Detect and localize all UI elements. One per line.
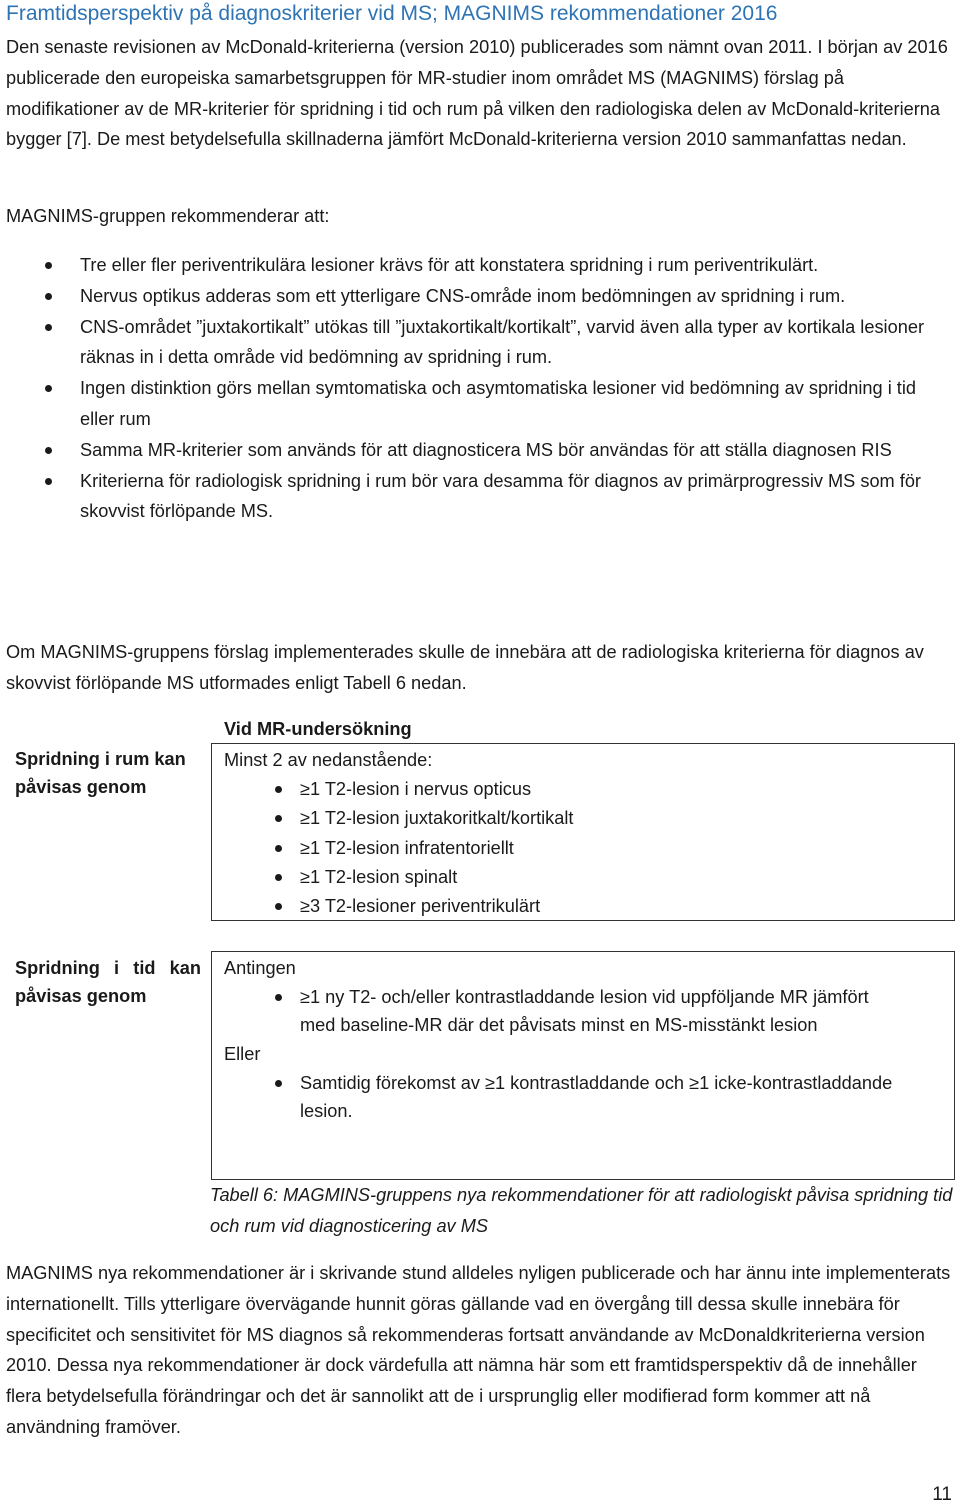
- section-heading: Framtidsperspektiv på diagnoskriterier vid MS; MAGNIMS rekommendationer 2016: [6, 2, 778, 25]
- recommendation-item: Samma MR-kriterier som används för att diagnosticera MS bör användas för att ställa diagnosen RIS: [0, 435, 940, 466]
- recommendation-lead: MAGNIMS-gruppen rekommenderar att:: [6, 206, 330, 226]
- recommendation-item: Tre eller fler periventrikulära lesioner krävs för att konstatera spridning i rum periventrikulärt.: [0, 250, 940, 281]
- row-time-or: Eller: [224, 1043, 261, 1064]
- row-space-intro: Minst 2 av nedanstående:: [224, 750, 433, 770]
- time-criterion: ≥1 ny T2- och/eller kontrastladdande lesion vid uppföljande MR jämfört med baseline-MR där det påvisats minst en MS-misstänkt lesion: [224, 983, 944, 1040]
- row-cell-space: [211, 743, 955, 921]
- row-label-time: Spridning i tid kan påvisas genom: [15, 958, 201, 1006]
- space-criterion: ≥1 T2-lesion juxtakoritkalt/kortikalt: [224, 804, 944, 833]
- recommendation-item: Kriterierna för radiologisk spridning i rum bör vara desamma för diagnos av primärprogressiv MS som för skovvist förlöpande MS.: [0, 466, 940, 528]
- row-label-space: Spridning i rum kan påvisas genom: [15, 749, 186, 797]
- time-criteria-list-1: [224, 983, 944, 1040]
- recommendation-item: CNS-området ”juxtakortikalt” utökas till ”juxtakortikalt/kortikalt”, varvid även alla typer av kortikala lesioner räknas in i detta område vid bedömning av spridning i rum.: [0, 312, 940, 374]
- page-number: 11: [932, 1484, 952, 1505]
- row-time-intro: Antingen: [224, 958, 296, 978]
- space-criterion: ≥1 T2-lesion i nervus opticus: [224, 775, 944, 804]
- implementation-paragraph: Om MAGNIMS-gruppens förslag implementerades skulle de innebära att de radiologiska kriterierna för diagnos av skovvist förlöpande MS utformades enligt Tabell 6 nedan.: [6, 642, 924, 693]
- space-criterion: ≥1 T2-lesion spinalt: [224, 863, 944, 892]
- recommendation-list: [0, 250, 955, 527]
- closing-paragraph: MAGNIMS nya rekommendationer är i skrivande stund alldeles nyligen publicerade och har ännu inte implementerats internationellt. Tills ytterligare övervägande hunnit göras gällande vad en övergång till dessa skulle innebära för specificitet och sensitivitet för MS diagnos så rekommenderas fortsatt användande av McDonaldkriterierna version 2010. Dessa nya rekommendationer är dock värdefulla att nämna här som ett framtidsperspektiv då de innehåller flera betydelsefulla förändringar och det är sannolikt att de i ursprunglig eller modifierad form kommer att nå användning framöver.: [6, 1263, 951, 1437]
- space-criterion: ≥3 T2-lesioner periventrikulärt: [224, 892, 944, 921]
- intro-paragraph: Den senaste revisionen av McDonald-kriterierna (version 2010) publicerades som nämnt ovan 2011. I början av 2016 publicerade den europeiska samarbetsgruppen för MR-studier inom området MS (MAGNIMS) förslag på modifikationer av de MR-kriterier för spridning i tid och rum på vilken den radiologiska delen av McDonald-kriterierna bygger [7]. De mest betydelsefulla skillnaderna jämfört McDonald-kriterierna version 2010 sammanfattas nedan.: [6, 37, 948, 150]
- recommendation-item: Ingen distinktion görs mellan symtomatiska och asymtomatiska lesioner vid bedömning av spridning i tid eller rum: [0, 373, 940, 435]
- table-column-header: Vid MR-undersökning: [224, 719, 412, 739]
- space-criteria-list: [224, 775, 944, 921]
- table-caption: Tabell 6: MAGMINS-gruppens nya rekommendationer för att radiologiskt påvisa spridning tid och rum vid diagnosticering av MS: [210, 1185, 953, 1236]
- row-cell-time: [211, 951, 955, 1180]
- time-criterion: Samtidig förekomst av ≥1 kontrastladdande och ≥1 icke-kontrastladdande lesion.: [224, 1069, 944, 1126]
- recommendation-item: Nervus optikus adderas som ett ytterligare CNS-område inom bedömningen av spridning i rum.: [0, 281, 940, 312]
- space-criterion: ≥1 T2-lesion infratentoriellt: [224, 834, 944, 863]
- time-criteria-list-2: [224, 1069, 944, 1126]
